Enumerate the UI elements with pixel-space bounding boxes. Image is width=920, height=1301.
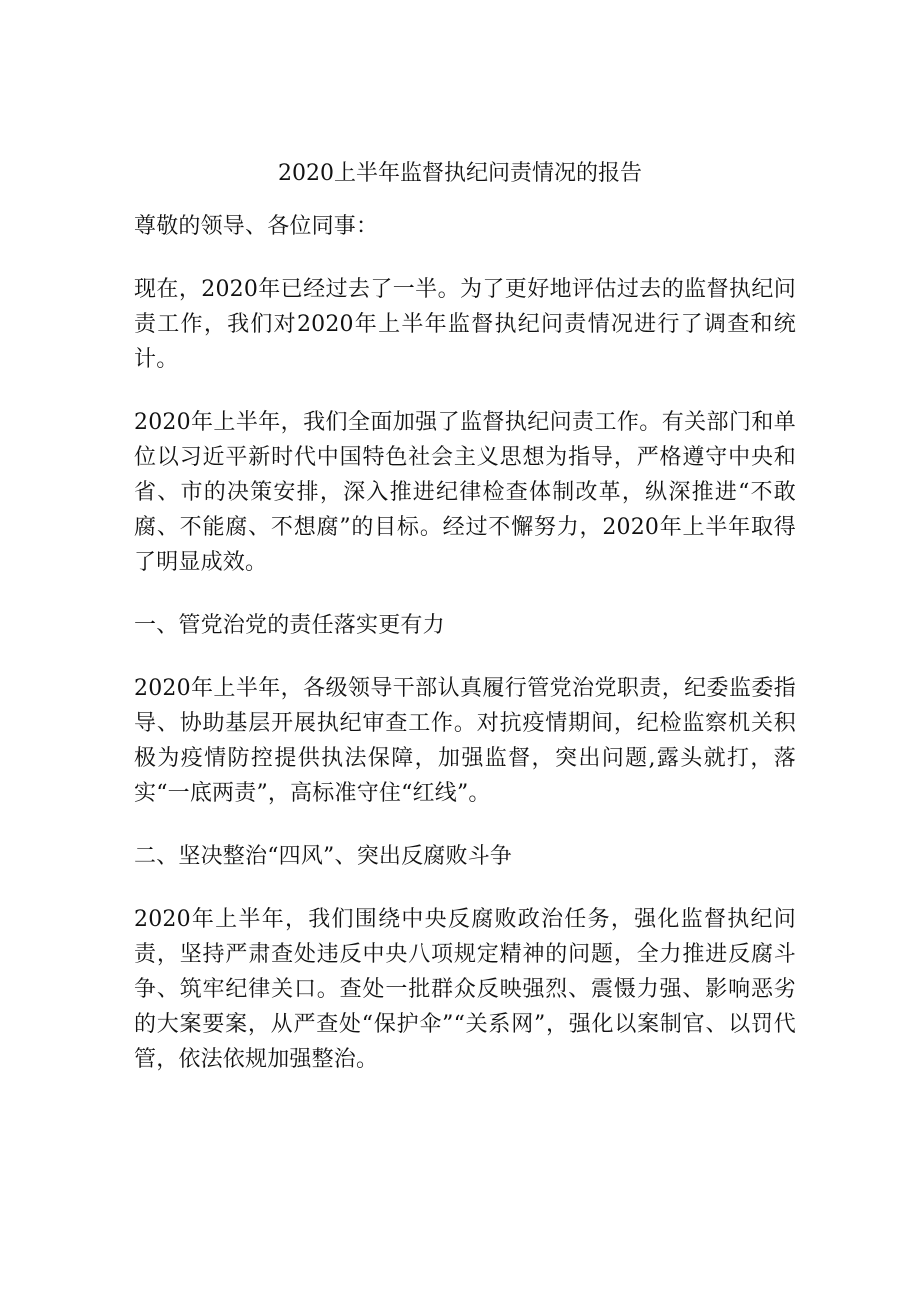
paragraph-section-2: 2020年上半年，我们围绕中央反腐败政治任务，强化监督执纪问责，坚持严肃查处违反中央八项规定精神的问题，全力推进反腐斗争、筑牢纪律关口。查处一批群众反映强烈、震慑力强、影响恶劣的大案要案，从严查处“保护伞”“关系网”，强化以案制官、以罚代管，依法依规加强整治。 xyxy=(134,907,796,1072)
section-heading-2: 二、坚决整治“四风”、突出反腐败斗争 xyxy=(134,844,513,869)
paragraph-intro: 现在，2020年已经过去了一半。为了更好地评估过去的监督执纪问责工作，我们对2020年上半年监督执纪问责情况进行了调查和统计。 xyxy=(134,277,796,372)
paragraph-overview: 2020年上半年，我们全面加强了监督执纪问责工作。有关部门和单位以习近平新时代中国特色社会主义思想为指导，严格遵守中央和省、市的决策安排，深入推进纪律检查体制改革，纵深推进“不敢腐、不能腐、不想腐”的目标。经过不懈努力，2020年上半年取得了明显成效。 xyxy=(134,410,796,575)
paragraph-section-1: 2020年上半年，各级领导干部认真履行管党治党职责，纪委监委指导、协助基层开展执纪审查工作。对抗疫情期间，纪检监察机关积极为疫情防控提供执法保障，加强监督，突出问题,露头就打，落实“一底两责”，高标准守住“红线”。 xyxy=(134,676,796,806)
document-body xyxy=(134,209,796,1077)
salutation: 尊敬的领导、各位同事： xyxy=(134,214,379,239)
section-heading-1: 一、管党治党的责任落实更有力 xyxy=(134,613,445,638)
document-title: 2020上半年监督执纪问责情况的报告 xyxy=(278,161,642,186)
